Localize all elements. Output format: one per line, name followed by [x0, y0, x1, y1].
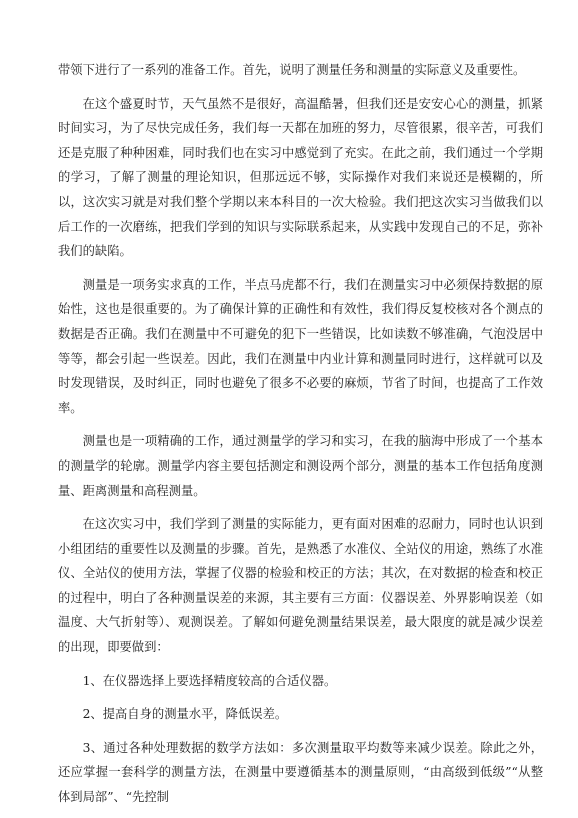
paragraph-2: 在这个盛夏时节，天气虽然不是很好，高温酷暑，但我们还是安安心心的测量，抓紧时间实习，为了尽快完成任务，我们每一天都在加班的努力，尽管很累，很辛苦，可我们还是克服了种种困难，同时我们也在实习中感觉到了充实。在此之前，我们通过一个学期的学习，了解了测量的理论知识，但那远远不够，实际操作对我们来说还是模糊的，所以，这次实习就是对我们整个学期以来本科目的一次大检验。我们把这次实习当做我们以后工作的一次磨练，把我们学到的知识与实际联系起来，从实践中发现自己的不足，弥补我们的缺陷。 [58, 96, 543, 259]
paragraph-5: 在这次实习中，我们学到了测量的实际能力，更有面对困难的忍耐力，同时也认识到小组团结的重要性以及测量的步骤。首先，是熟悉了水准仪、全站仪的用途，熟练了水准仪、全站仪的使用方法，掌握了仪器的检验和校正的方法；其次，在对数据的检查和校正的过程中，明白了各种测量误差的来源，其主要有三方面：仪器误差、外界影响误差（如温度、大气折射等）、观测误差。了解如何避免测量结果误差，最大限度的就是减少误差的出现，即要做到： [58, 517, 543, 655]
paragraph-1: 带领下进行了一系列的准备工作。首先，说明了测量任务和测量的实际意义及重要性。 [58, 63, 526, 77]
list-item-2: 2、提高自身的测量水平，降低误差。 [82, 707, 288, 722]
list-item-3: 3、通过各种处理数据的数学方法如：多次测量取平均数等来减少误差。除此之外，还应掌握一套科学的测量方法，在测量中要遵循基本的测量原则，“由高级到低级”“从整体到局部”、“先控制 [58, 740, 543, 805]
paragraph-4: 测量也是一项精确的工作，通过测量学的学习和实习，在我的脑海中形成了一个基本的测量学的轮廓。测量学内容主要包括测定和测设两个部分，测量的基本工作包括角度测量、距离测量和高程测量。 [58, 434, 543, 498]
list-item-1: 1、在仪器选择上要选择精度较高的合适仪器。 [82, 673, 337, 688]
paragraph-3: 测量是一项务实求真的工作，半点马虎都不行，我们在测量实习中必须保持数据的原始性，这也是很重要的。为了确保计算的正确性和有效性，我们得反复校核对各个测点的数据是否正确。我们在测量中不可避免的犯下一些错误，比如读数不够准确，气泡没居中等等，都会引起一些误差。因此，我们在测量中内业计算和测量同时进行，这样就可以及时发现错误，及时纠正，同时也避免了很多不必要的麻烦，节省了时间，也提高了工作效率。 [58, 277, 543, 415]
